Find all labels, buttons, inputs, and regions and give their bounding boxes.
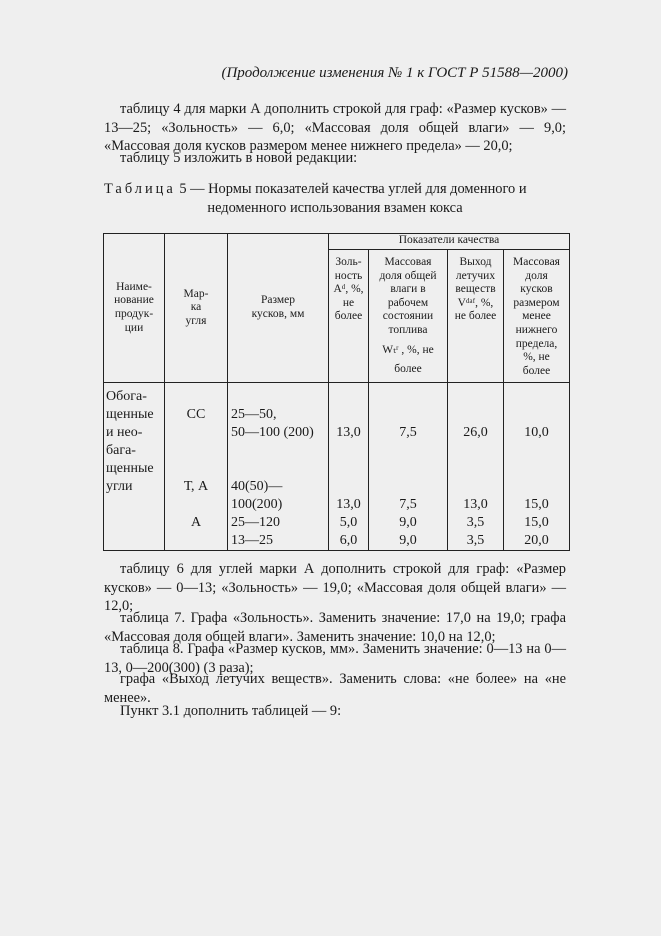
table-cell: 20,0 [524,533,549,548]
quality-table [103,233,570,551]
table-caption [104,180,566,217]
paragraph-table5: таблицу 5 изложить в новой редакции: [120,150,358,166]
col-header-product: Наиме- нование продук- ции [104,234,165,383]
table-cell: 3,5 [466,515,485,530]
volatile-column [448,383,504,551]
col-header-moisture: Массовая доля общей влаги в рабочем состоянии топлива Wₜʳ , %, не более [369,250,448,383]
table-cell: 10,0 [524,425,549,440]
paragraph-volatile: графа «Выход летучих веществ». Заменить слова: «не более» на «не менее». [104,671,566,706]
table-cell: 15,0 [524,515,549,530]
col-header-size: Размер кусков, мм [228,234,329,383]
paragraph-table8: таблица 8. Графа «Размер кусков, мм». Заменить значение: 0—13 на 0—13, 0—200(300) (3 раза); [104,641,566,676]
table-cell: 25—120 [231,515,280,530]
table-cell: 100(200) [231,497,283,512]
table-cell: 9,0 [399,515,417,530]
paragraph-clause31: Пункт 3.1 дополнить таблицей — 9: [120,703,342,719]
table-cell: 13,0 [336,425,361,440]
table-cell: 25—50, [231,407,277,422]
product-name-cell: Обога- щенные и нео- бага- щенные угли [104,383,165,551]
paragraph-table6: таблицу 6 для углей марки А дополнить строкой для граф: «Размер кусков» — 0—13; «Зольность» — 19,0; «Массовая доля общей влаги» — 12,0; [104,561,566,614]
col-header-grade: Мар- ка угля [165,234,228,383]
table-cell: 13,0 [463,497,488,512]
size-column [228,383,329,551]
table-cell: 13—25 [231,533,273,548]
table-cell: СС [186,407,206,422]
grade-column [165,383,228,551]
table-cell: 5,0 [339,515,358,530]
running-header: (Продолжение изменения № 1 к ГОСТ Р 51588—2000) [221,65,568,81]
table-cell: 7,5 [399,425,417,440]
moisture-column [369,383,448,551]
group-header-quality: Показатели качества [329,234,570,250]
table-cell: 15,0 [524,497,549,512]
table-cell [165,532,227,550]
table-cell: 40(50)— [231,479,283,494]
table-cell: 13,0 [336,497,361,512]
table-cell: 7,5 [399,497,417,512]
table-cell: 6,0 [339,533,358,548]
table-cell: Т, А [183,479,209,494]
col-header-volatile: Выход летучих веществ Vᵈᵃᶠ, %, не более [448,250,504,383]
caption-word: Таблица [104,181,176,197]
caption-line1: 5 — Нормы показателей качества углей для доменного и [175,181,527,197]
col-header-ash: Золь- ность Aᵈ, %, не более [329,250,369,383]
paragraph-table7: таблица 7. Графа «Зольность». Заменить значение: 17,0 на 19,0; графа «Массовая доля общей влаги». Заменить значение: 10,0 на 12,0; [104,610,566,645]
caption-line2: недоменного использования взамен кокса [207,199,463,216]
table-cell: А [190,515,202,530]
ash-column [329,383,369,551]
paragraph-table4: таблицу 4 для марки А дополнить строкой для граф: «Размер кусков» — 13—25; «Зольность» — 6,0; «Массовая доля общей влаги» — 9,0; «Массовая доля кусков размером менее нижнего предела» — 20,0; [104,101,566,154]
table-cell: 3,5 [466,533,485,548]
table-cell: 9,0 [399,533,417,548]
table-cell: 50—100 (200) [231,425,314,440]
col-header-fines: Массовая доля кусков размером менее нижнего предела, %, не более [504,250,570,383]
fines-column [504,383,570,551]
table-cell: 26,0 [463,425,488,440]
